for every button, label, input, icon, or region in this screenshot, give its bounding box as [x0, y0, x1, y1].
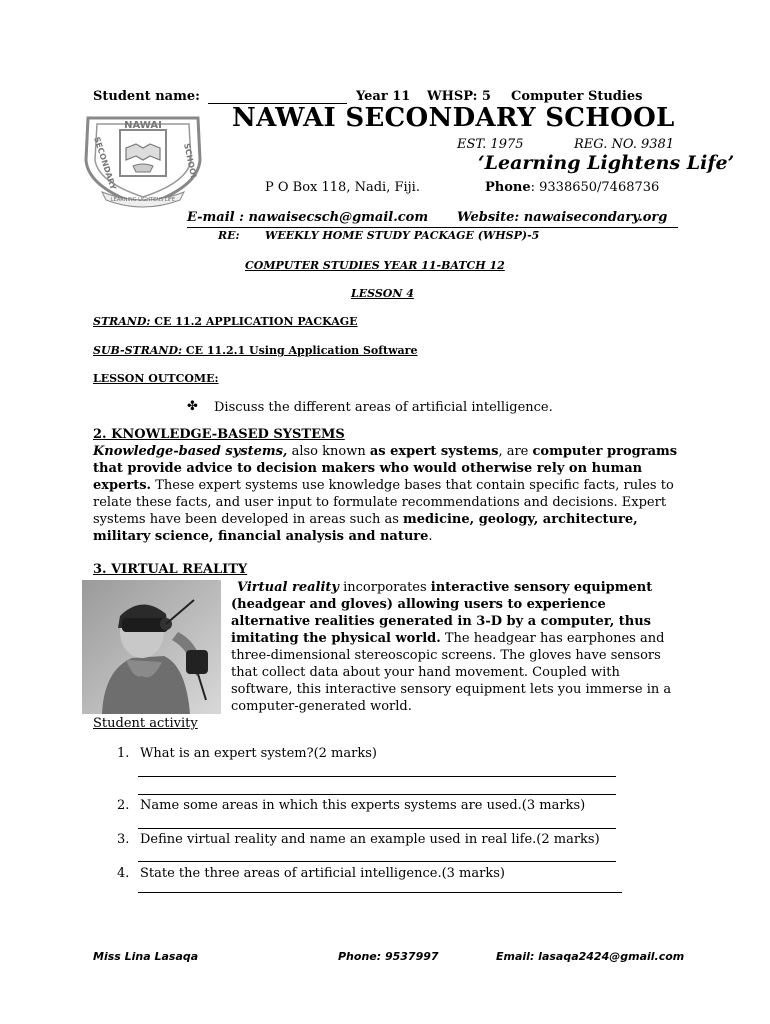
- question-1-number: 1.: [117, 746, 130, 761]
- vr-definition: interactive sensory equipment (headgear and gloves) allowing users to experience alternative realities generated in 3-D by a computer, thus imitating the physical world.: [231, 580, 653, 646]
- phone-label: Phone: [485, 180, 531, 195]
- activity-heading: Student activity: [93, 716, 198, 731]
- established: EST. 1975: [457, 137, 524, 152]
- kbs-period: .: [428, 529, 433, 544]
- logo-top-text: NAWAI: [124, 120, 162, 131]
- question-3-text: Define virtual reality and name an example used in real life.(2 marks): [140, 832, 600, 847]
- whsp-label: WHSP: 5: [427, 89, 491, 104]
- address: P O Box 118, Nadi, Fiji.: [265, 180, 420, 195]
- question-3-number: 3.: [117, 832, 130, 847]
- phone-value: : 9338650/7468736: [530, 180, 660, 195]
- logo-left-text: SECONDARY: [92, 135, 118, 191]
- kbs-term-2: as expert systems: [369, 444, 499, 459]
- school-logo: [80, 108, 206, 210]
- reg-no: REG. NO. 9381: [574, 137, 675, 152]
- section3-body: [231, 579, 681, 715]
- vr-text-2: The headgear has earphones and three-dimensional stereoscopic screens. The gloves have sensors that collect data about your hand movement. Coupled with software, this interactive sensory equipment lets you immerse in a computer-generated world.: [231, 631, 672, 714]
- section3-heading: 3. VIRTUAL REALITY: [93, 562, 248, 577]
- subject-label: Computer Studies: [511, 89, 643, 104]
- kbs-text-2: , are: [498, 444, 533, 459]
- phone-line: [485, 180, 659, 195]
- lesson-title: LESSON 4: [351, 287, 414, 300]
- answer-line-4[interactable]: [138, 892, 622, 893]
- logo-right-text: SCHOOL: [182, 142, 199, 181]
- answer-line-1b[interactable]: [138, 794, 616, 795]
- vr-photo: [82, 580, 221, 714]
- outcome-item: Discuss the different areas of artificial intelligence.: [214, 400, 553, 415]
- answer-line-1a[interactable]: [138, 776, 616, 777]
- strand-label: STRAND:: [93, 315, 151, 328]
- vr-text-1: incorporates: [338, 580, 431, 595]
- substrand-value: CE 11.2.1 Using Application Software: [182, 344, 418, 357]
- substrand-line: [93, 344, 417, 357]
- kbs-term: Knowledge-based systems,: [93, 444, 288, 459]
- section2-body: [93, 443, 683, 545]
- vr-term: Virtual reality: [237, 580, 339, 595]
- footer-phone: Phone: 9537997: [338, 950, 439, 963]
- re-label: RE:: [218, 229, 240, 242]
- kbs-text-3: These expert systems use knowledge bases that contain specific facts, rules to relate these facts, and user input to formulate recommendations and decisions. Expert systems have been developed in areas such as: [93, 478, 674, 527]
- re-value: WEEKLY HOME STUDY PACKAGE (WHSP)-5: [265, 229, 540, 242]
- kbs-areas: medicine, geology, architecture, military science, financial analysis and nature: [93, 512, 638, 544]
- section2-heading: 2. KNOWLEDGE-BASED SYSTEMS: [93, 427, 345, 442]
- kbs-definition: computer programs that provide advice to decision makers who would otherwise rely on human experts.: [93, 444, 678, 493]
- question-2-text: Name some areas in which this experts systems are used.(3 marks): [140, 798, 586, 813]
- email-line: E-mail : nawaisecsch@gmail.com: [187, 210, 429, 225]
- footer-teacher: Miss Lina Lasaqa: [93, 950, 199, 963]
- year-label: Year 11: [356, 89, 411, 104]
- footer-email: Email: lasaqa2424@gmail.com: [496, 950, 685, 963]
- answer-line-2[interactable]: [138, 828, 616, 829]
- kbs-text-1: also known: [287, 444, 370, 459]
- motto: ‘Learning Lightens Life’: [478, 152, 735, 174]
- course-title: COMPUTER STUDIES YEAR 11-BATCH 12: [245, 259, 505, 272]
- website-line: Website: nawaisecondary.org: [457, 210, 668, 225]
- question-1-text: What is an expert system?(2 marks): [140, 746, 377, 761]
- substrand-label: SUB-STRAND:: [93, 344, 183, 357]
- strand-line: [93, 315, 358, 328]
- school-name: NAWAI SECONDARY SCHOOL: [232, 103, 675, 133]
- question-2-number: 2.: [117, 798, 130, 813]
- question-4-text: State the three areas of artificial intelligence.(3 marks): [140, 866, 505, 881]
- question-4-number: 4.: [117, 866, 130, 881]
- logo-ribbon-text: LEARNING LIGHTENS LIFE: [110, 197, 176, 203]
- answer-line-3[interactable]: [138, 861, 616, 862]
- student-name-label: Student name:: [93, 89, 200, 104]
- header-rule: [187, 227, 678, 228]
- outcome-label: LESSON OUTCOME:: [93, 372, 219, 385]
- strand-value: CE 11.2 APPLICATION PACKAGE: [150, 315, 358, 328]
- outcome-bullet-icon: ✤: [187, 399, 198, 414]
